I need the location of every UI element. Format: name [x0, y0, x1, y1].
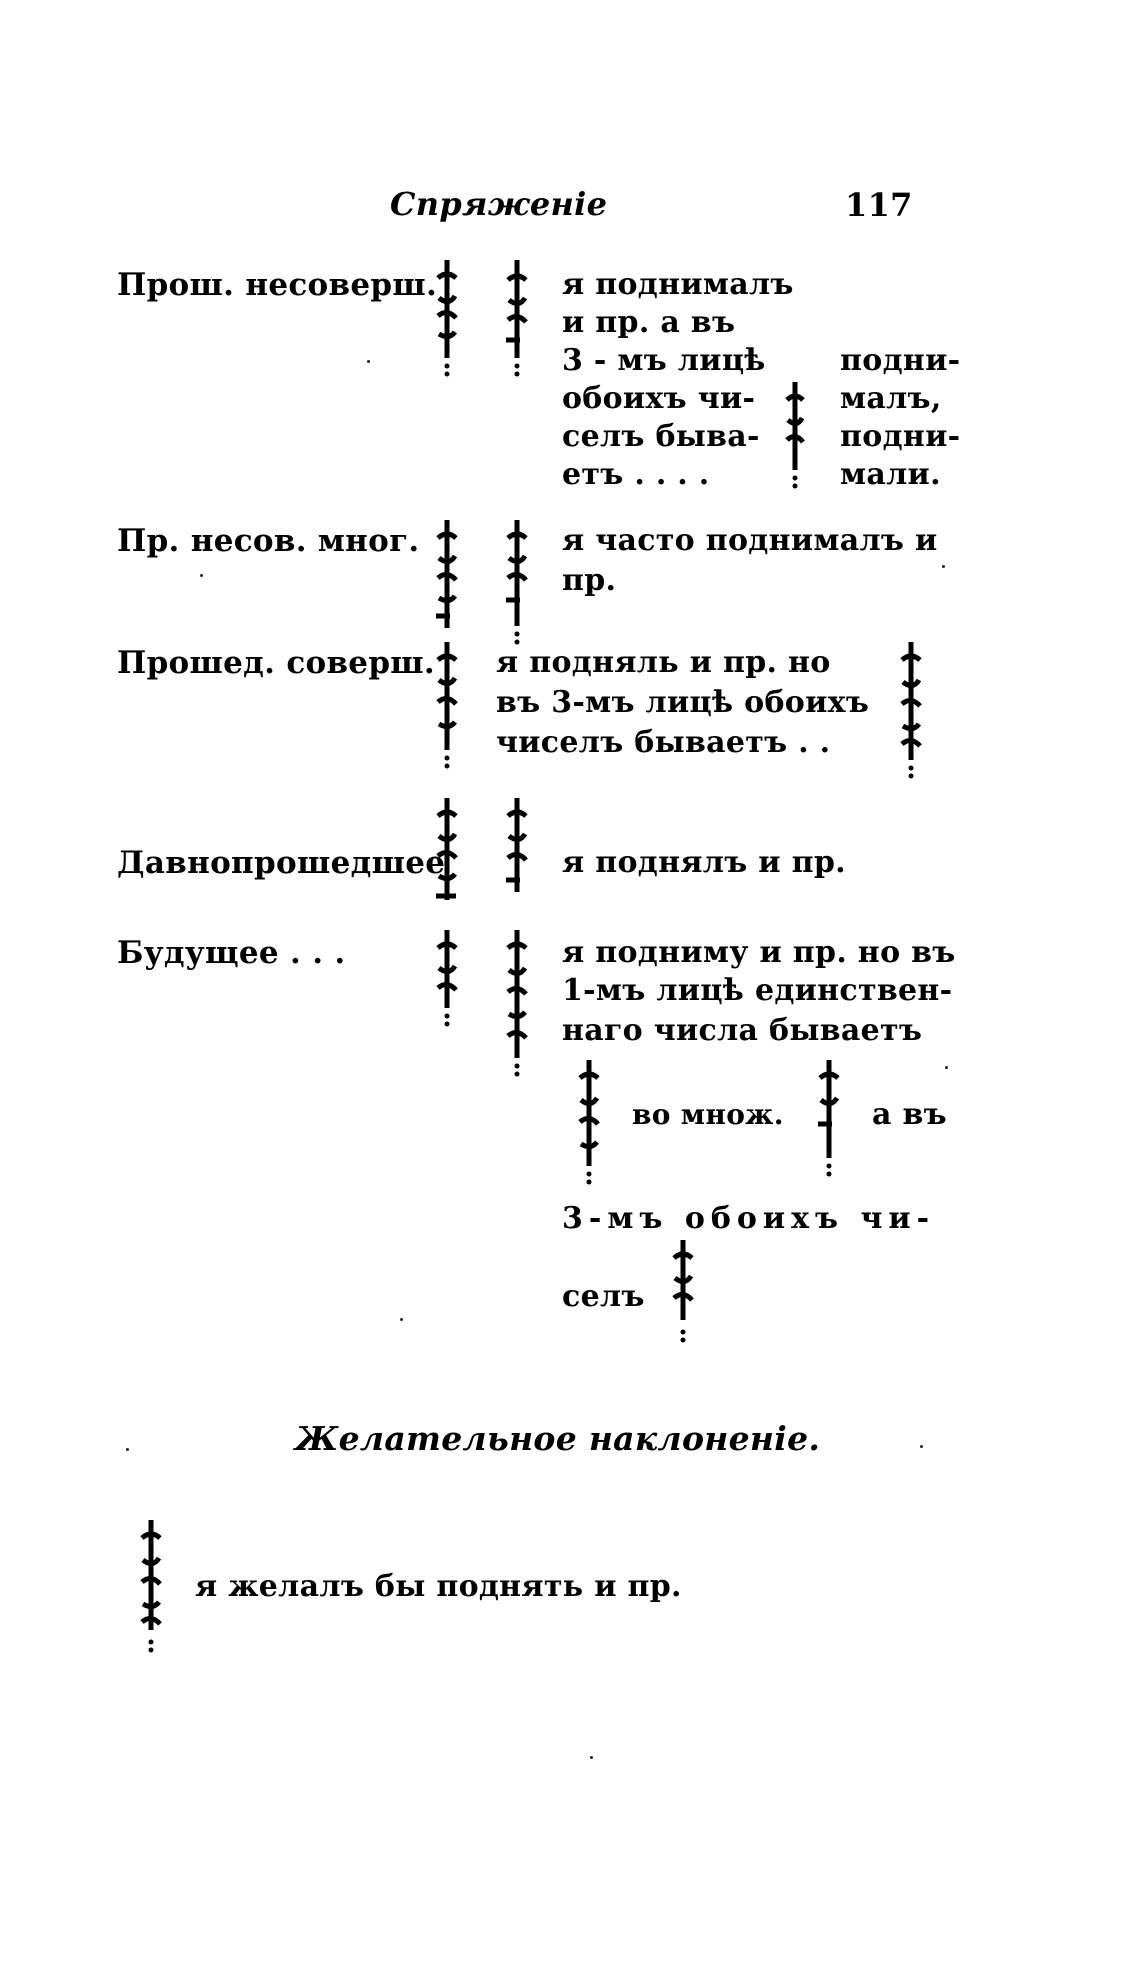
scan-speck [126, 1448, 129, 1451]
scan-speck [200, 574, 203, 577]
scan-speck [942, 565, 945, 568]
row-line: въ 3-мъ лицѣ обоихъ [496, 685, 870, 720]
row-label-past-imperfect: Прош. несоверш. [117, 267, 438, 303]
row-line: обоихъ чи- [562, 381, 756, 416]
scan-speck [920, 1445, 923, 1448]
mongolian-word-icon [432, 518, 462, 648]
row-line: я часто поднималъ и [562, 523, 938, 558]
row-label-future: Будущее . . . [117, 935, 346, 971]
mongolian-word-icon [432, 796, 462, 906]
scan-speck [590, 1756, 593, 1759]
mongolian-word-icon [574, 1058, 604, 1188]
scan-speck [945, 1066, 948, 1069]
mongolian-word-icon [136, 1518, 166, 1658]
mongolian-word-icon [782, 380, 808, 490]
row-label-past-imperfect-frequent: Пр. несов. мног. [117, 523, 420, 559]
plural-note: во множ. [632, 1098, 784, 1131]
row-label-past-perfect: Прошед. соверш. [117, 645, 436, 681]
mongolian-word-icon [502, 518, 532, 648]
row-line: и пр. а въ [562, 305, 736, 340]
mongolian-word-icon [896, 640, 926, 780]
row-side-text: подни- [840, 343, 961, 378]
row-line: селъ [562, 1279, 645, 1314]
row-line: я поднялъ и пр. [562, 845, 846, 880]
mongolian-word-icon [502, 796, 532, 906]
scan-speck [400, 1318, 403, 1321]
running-title: Спряженіе [390, 185, 608, 223]
row-line: 3-мъ обоихъ чи- [562, 1201, 936, 1236]
row-line: 1-мъ лицѣ единствен- [562, 973, 953, 1008]
row-label-pluperfect: Давнопрошедшее [117, 845, 446, 881]
section-title: Желательное наклоненіе. [295, 1419, 821, 1458]
row-side-text: подни- [840, 419, 961, 454]
row-line: я поднималъ [562, 267, 794, 302]
mongolian-word-icon [814, 1058, 844, 1178]
optative-line: я желалъ бы поднять и пр. [195, 1569, 682, 1604]
mongolian-word-icon [502, 928, 532, 1078]
row-line: я подниму и пр. но въ [562, 935, 956, 970]
mongolian-word-icon [502, 258, 532, 378]
row-line: етъ . . . . [562, 457, 710, 492]
row-line: я подняль и пр. но [496, 645, 831, 680]
row-line: пр. [562, 563, 617, 598]
row-side-text: малъ, [840, 381, 942, 416]
row-line: наго числа бываетъ [562, 1013, 923, 1048]
page-number: 117 [845, 186, 913, 224]
row-line: селъ быва- [562, 419, 760, 454]
mongolian-word-icon [432, 640, 462, 770]
mongolian-word-icon [432, 928, 462, 1028]
mongolian-word-icon [432, 258, 462, 378]
row-line: а въ [872, 1097, 947, 1132]
row-side-text: мали. [840, 457, 941, 492]
scan-speck [367, 360, 370, 363]
row-line: чиселъ бываетъ . . [496, 725, 831, 760]
row-line: 3 - мъ лицѣ [562, 343, 766, 378]
mongolian-word-icon [668, 1238, 698, 1348]
